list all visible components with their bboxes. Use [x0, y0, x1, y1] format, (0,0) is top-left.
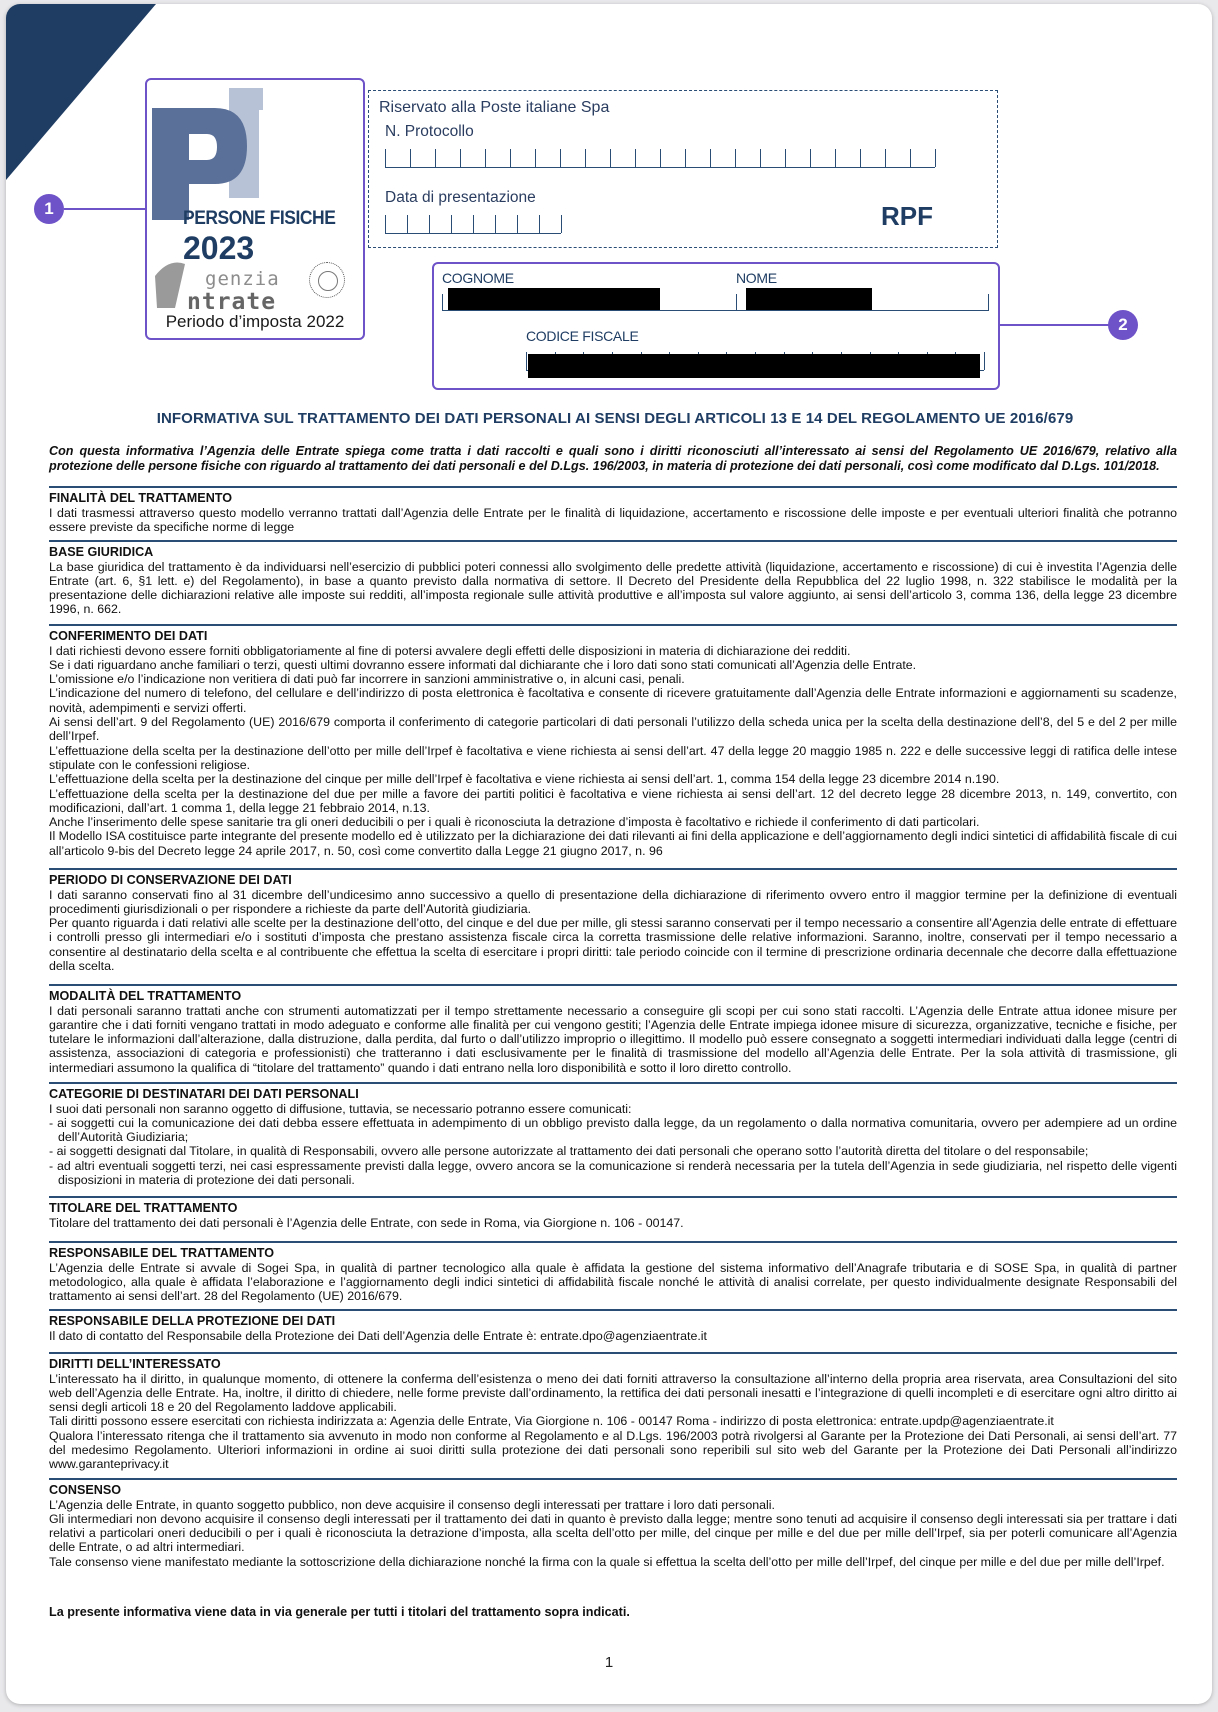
agency-name-top: genzia — [205, 268, 280, 290]
section-heading: RESPONSABILE DEL TRATTAMENTO — [49, 1246, 275, 1260]
section-divider — [49, 624, 1177, 626]
section-heading: TITOLARE DEL TRATTAMENTO — [49, 1201, 238, 1215]
section-paragraph: I suoi dati personali non saranno oggetto di diffusione, tuttavia, se necessario potranno essere comunicati: — [49, 1101, 632, 1116]
section — [49, 1241, 1177, 1303]
model-code: RPF — [881, 201, 933, 231]
form-year: 2023 — [183, 230, 255, 266]
corner-decoration — [6, 4, 156, 180]
field-tick — [735, 149, 736, 167]
field-tick — [410, 149, 411, 167]
reserved-title: Riservato alla Poste italiane Spa — [379, 99, 610, 116]
protocol-label: N. Protocollo — [385, 123, 474, 140]
section-paragraph: - ai soggetti designati dal Titolare, in qualità di Responsabili, ovvero alle persone autorizzate al trattamento dei dati personali che operano sotto l’autorità diretta del titolare o del responsabile; — [49, 1144, 1089, 1159]
republic-seal-icon — [309, 262, 345, 298]
field-tick — [385, 215, 386, 233]
section-paragraph: I dati trasmessi attraverso questo modello verranno trattati dall’Agenzia delle Entrate per le finalità di liquidazione, accertamento e riscossione delle imposte e per eventuali ulteriori finalità che potranno essere previste da specifiche norme di legge — [49, 505, 1177, 534]
name-field-redacted[interactable] — [746, 288, 872, 310]
section-heading: MODALITÀ DEL TRATTAMENTO — [49, 989, 242, 1003]
section-heading: DIRITTI DELL’INTERESSATO — [49, 1357, 221, 1371]
field-tick — [539, 215, 540, 233]
field-tick — [429, 215, 430, 233]
tax-code-label: CODICE FISCALE — [526, 328, 639, 344]
tax-code-field-redacted[interactable] — [528, 354, 980, 378]
section-paragraph: Per quanto riguarda i dati relativi alle scelte per la destinazione dell’otto, del cinque e del due per mille, gli stessi saranno conservati per il tempo necessario a consentire all’Agenzia delle entrate di effettuare i controlli presso gli intermediari e/o i sostituti d’imposta che prestano assistenza fiscale circa la corretta trasmissione delle relative informazioni. Saranno, inoltre, conservati per il tempo necessario a consentire al destinatario della scelta e al contribuente che effettua la scelta di esercitare i propri diritti: tale periodo coincide con il termine di prescrizione ordinaria decennale che decorre dalla effettuazione della scelta. — [49, 916, 1177, 974]
field-tick — [785, 149, 786, 167]
section-paragraph: - ad altri eventuali soggetti terzi, nei casi espressamente previsti dalla legge, ovvero ancora se la comunicazione si renderà necessaria per la tutela dell’Agenzia in sede giudiziaria, nel rispetto delle vigenti disposizioni in materia di protezione dei dati personali. — [49, 1158, 1177, 1188]
section — [49, 1352, 1177, 1472]
section-paragraph: L’effettuazione della scelta per la destinazione dell’otto per mille dell’Irpef è facoltativa e viene richiesta ai sensi dell’art. 47 della legge 20 maggio 1985 n. 222 e delle successive leggi di ratifica delle intese stipulate con le confessioni religiose. — [49, 743, 1177, 772]
section-divider — [49, 868, 1177, 870]
field-tick — [407, 215, 408, 233]
field-tick — [935, 149, 936, 167]
surname-field-redacted[interactable] — [448, 288, 660, 310]
section-paragraph: Qualora l’interessato ritenga che il trattamento sia avvenuto in modo non conforme al Regolamento e al D.Lgs. 196/2003 potrà rivolgersi al Garante per la Protezione dei Dati Personali, ai sensi dell’art. 77 del medesimo Regolamento. Ulteriori informazioni in ordine ai suoi diritti sulla protezione dei dati personali sono reperibili sul sito web del Garante per la Protezione dei Dati Personali all’indirizzo www.garanteprivacy.it — [49, 1428, 1177, 1472]
reserved-box — [368, 90, 998, 248]
section-paragraph: I dati richiesti devono essere forniti obbligatoriamente al fine di potersi avvalere degli effetti delle disposizioni in materia di dichiarazione dei redditi. — [49, 643, 851, 658]
tax-period: Periodo d’imposta 2022 — [165, 312, 345, 331]
section-divider — [49, 1241, 1177, 1243]
field-tick — [535, 149, 536, 167]
field-tick — [495, 215, 496, 233]
section — [49, 1082, 1177, 1187]
field-tick — [517, 215, 518, 233]
callout-line-2 — [1000, 324, 1110, 326]
section-heading: PERIODO DI CONSERVAZIONE DEI DATI — [49, 873, 292, 887]
document-intro: Con questa informativa l’Agenzia delle Entrate spiega come tratta i dati raccolti e quali sono i diritti riconosciuti all’interessato ai sensi del Regolamento UE 2016/679, relativo alla protezione delle persone fisiche con riguardo al trattamento dei dati personali e del D.Lgs. 196/2003, in materia di protezione dei dati personali, così come modificato dal D.Lgs. 101/2018. — [49, 444, 1177, 473]
field-tick — [485, 149, 486, 167]
field-tick — [760, 149, 761, 167]
closing-statement: La presente informativa viene data in via generale per tutti i titolari del trattamento sopra indicati. — [49, 1605, 630, 1619]
section-paragraph: L’indicazione del numero di telefono, del cellulare e dell’indirizzo di posta elettronica è facoltativa e consente di ricevere gratuitamente dall’Agenzia delle Entrate informazioni e aggiornamenti su scadenze, novità, adempimenti e servizi offerti. — [49, 686, 1177, 715]
field-tick — [451, 215, 452, 233]
section — [49, 984, 1177, 1075]
section-divider — [49, 1196, 1177, 1198]
section-divider — [49, 1309, 1177, 1311]
section-paragraph: Gli intermediari non devono acquisire il consenso degli interessati per il trattamento dei dati in quanto è previsto dalla legge; mentre sono tenuti ad acquisire il consenso degli interessati sia per trattare i dati relativi a particolari oneri deducibili o per i quali è riconosciuta la detrazione d’imposta, alla scelta dell’otto per mille, del cinque per mille e del due per mille dell’Irpef, sia per poterli comunicare all’Agenzia delle Entrate, o ad altri intermediari. — [49, 1511, 1177, 1555]
section — [49, 1478, 1177, 1569]
section-paragraph: Anche l’inserimento delle spese sanitarie tra gli oneri deducibili o per i quali è riconosciuta la detrazione d’imposta è facoltativo e richiede il conferimento di dati particolari. — [49, 815, 980, 830]
section-paragraph: - ai soggetti cui la comunicazione dei dati debba essere effettuata in adempimento di un obbligo previsto dalla legge, da un regolamento o dalla normativa comunitaria, ovvero per adempiere ad un ordine dell’Autorità Giudiziaria; — [49, 1115, 1177, 1145]
section-paragraph: Tale consenso viene manifestato mediante la sottoscrizione della dichiarazione nonché la firma con la quale si effettua la scelta dell’otto per mille dell’Irpef, del cinque per mille e del due per mille dell’Irpef. — [49, 1554, 1165, 1569]
section-paragraph: L’effettuazione della scelta per la destinazione del cinque per mille dell’Irpef è facoltativa e viene richiesta ai sensi dell’art. 1, comma 154 della legge 23 dicembre 2014 n.190. — [49, 772, 1000, 787]
section-divider — [49, 984, 1177, 986]
protocol-number-field[interactable] — [385, 147, 935, 168]
section-divider — [49, 540, 1177, 542]
submission-date-field[interactable] — [385, 213, 561, 234]
field-tick — [460, 149, 461, 167]
section-heading: CONSENSO — [49, 1483, 122, 1497]
section — [49, 1196, 1177, 1230]
field-tick — [810, 149, 811, 167]
name-label: NOME — [736, 270, 777, 286]
section-paragraph: Il Modello ISA costituisce parte integrante del presente modello ed è utilizzato per la dichiarazione dei dati rilevanti ai fini della applicazione e dell’aggiornamento degli indici sintetici di affidabilità fiscale di cui all’articolo 9-bis del Decreto legge 24 aprile 2017, n. 50, così come convertito dalla Legge 21 giugno 2017, n. 96 — [49, 829, 1177, 858]
section — [49, 868, 1177, 973]
field-tick — [385, 149, 386, 167]
field-tick — [885, 149, 886, 167]
section — [49, 1309, 1177, 1343]
section-paragraph: Titolare del trattamento dei dati personali è l’Agenzia delle Entrate, con sede in Roma, via Giorgione n. 106 - 00147. — [49, 1215, 684, 1230]
section-divider — [49, 1082, 1177, 1084]
field-tick — [473, 215, 474, 233]
field-tick — [736, 294, 737, 311]
field-tick — [585, 149, 586, 167]
section — [49, 540, 1177, 617]
field-tick — [561, 215, 562, 233]
section-paragraph: I dati personali saranno trattati anche con strumenti automatizzati per il tempo strettamente necessario a conseguire gli scopi per cui sono stati raccolti. L’Agenzia delle Entrate attua idonee misure per garantire che i dati forniti vengano trattati in modo adeguato e conforme alle finalità per cui vengono gestiti; l’Agenzia delle Entrate impiega idonee misure di sicurezza, organizzative, tecniche e fisiche, per tutelare le informazioni dall’alterazione, dalla distruzione, dalla perdita, dal furto o dall’utilizzo improprio o illegittimo. Il modello può essere consegnato a soggetti intermediari individuati dalla legge (centri di assistenza, associazioni di categoria e professionisti) che tratteranno i dati esclusivamente per le finalità di trasmissione del modello all’Agenzia delle Entrate. Per la sola attività di trasmissione, gli intermediari assumono la qualifica di “titolare del trattamento” quando i dati entrano nella loro disponibilità e sotto il loro diretto controllo. — [49, 1003, 1177, 1075]
section-divider — [49, 1478, 1177, 1480]
callout-badge-2: 2 — [1108, 310, 1138, 340]
field-tick — [685, 149, 686, 167]
section-heading: CATEGORIE DI DESTINATARI DEI DATI PERSONALI — [49, 1087, 359, 1101]
section-paragraph: Tali diritti possono essere esercitati con richiesta indirizzata a: Agenzia delle Entrate, Via Giorgione n. 106 - 00147 Roma - indirizzo di posta elettronica: entrate.updp@agenziaentrate.it — [49, 1414, 1054, 1429]
section-paragraph: L’Agenzia delle Entrate, in quanto soggetto pubblico, non deve acquisire il consenso degli interessati per trattare i loro dati personali. — [49, 1497, 775, 1512]
section-heading: FINALITÀ DEL TRATTAMENTO — [49, 491, 233, 505]
section-divider — [49, 1352, 1177, 1354]
section-paragraph: Il dato di contatto del Responsabile della Protezione dei Dati dell’Agenzia delle Entrate è: entrate.dpo@agenziaentrate.it — [49, 1328, 708, 1343]
section-divider — [49, 486, 1177, 488]
section-heading: BASE GIURIDICA — [49, 545, 154, 559]
field-tick — [835, 149, 836, 167]
form-logo — [145, 78, 365, 340]
field-tick — [988, 294, 989, 311]
section — [49, 624, 1177, 858]
section-paragraph: La base giuridica del trattamento è da individuarsi nell’esercizio di pubblici poteri connessi allo svolgimento delle predette attività (liquidazione, accertamento e riscossione) di cui è investita l’Agenzia delle Entrate (art. 6, §1 lett. e) del Regolamento), in base a quanto previsto dalla normativa di settore. Il Decreto del Presidente della Repubblica del 22 luglio 1998, n. 322 stabilisce le modalità per la presentazione delle dichiarazioni relative alle imposte sui redditi, all’imposta regionale sulle attività produttive e all’imposta sul valore aggiunto, ai sensi dell’articolo 3, comma 136, della legge 23 dicembre 1996, n. 662. — [49, 559, 1177, 617]
field-tick — [442, 294, 443, 311]
document-page — [6, 4, 1212, 1704]
section-paragraph: L’interessato ha il diritto, in qualunque momento, di ottenere la conferma dell’esistenza o meno dei dati forniti attraverso la consultazione all’interno della propria area riservata, area Consultazioni del sito web dell’Agenzia delle Entrate. Ha, inoltre, il diritto di chiedere, nelle forme previste dall’ordinamento, la rettifica dei dati personali inesatti e l’integrazione di quelli incompleti e di esercitare ogni altro diritto ai sensi degli articoli 18 e 20 del Regolamento laddove applicabili. — [49, 1371, 1177, 1415]
date-label: Data di presentazione — [385, 189, 536, 206]
field-tick — [560, 149, 561, 167]
section-paragraph: L’Agenzia delle Entrate si avvale di Sogei Spa, in qualità di partner tecnologico alla quale è affidata la gestione del sistema informativo dell’Anagrafe tributaria e di SOSE Spa, in qualità di partner metodologico, alla quale è affidata l’elaborazione e l’aggiornamento degli indici sintetici di affidabilità fiscale nonché le attività di analisi correlate, per questo individualmente designate Responsabili del trattamento ai sensi dell’art. 28 del Regolamento (UE) 2016/679. — [49, 1260, 1177, 1304]
document-title: INFORMATIVA SUL TRATTAMENTO DEI DATI PERSONALI AI SENSI DEGLI ARTICOLI 13 E 14 DEL REGOLAMENTO UE 2016/679 — [156, 410, 1074, 427]
field-tick — [660, 149, 661, 167]
field-tick — [526, 352, 527, 370]
section-heading: RESPONSABILE DELLA PROTEZIONE DEI DATI — [49, 1314, 336, 1328]
field-tick — [710, 149, 711, 167]
identity-box — [432, 262, 1000, 390]
section-paragraph: Ai sensi dell’art. 9 del Regolamento (UE) 2016/679 comporta il conferimento di categorie particolari di dati personali l’utilizzo della scheda unica per la scelta della destinazione dell’8, del 5 e del 2 per mille dell’Irpef. — [49, 715, 1177, 744]
surname-name-baseline — [442, 310, 988, 311]
callout-badge-1: 1 — [34, 194, 64, 224]
callout-line-1 — [64, 208, 145, 210]
field-tick — [910, 149, 911, 167]
field-tick — [510, 149, 511, 167]
page-number: 1 — [604, 1654, 614, 1671]
field-tick — [610, 149, 611, 167]
field-tick — [984, 352, 985, 370]
section — [49, 486, 1177, 534]
section-paragraph: I dati saranno conservati fino al 31 dicembre dell’undicesimo anno successivo a quello di presentazione della dichiarazione di riferimento ovvero entro il maggior termine per la definizione di eventuali procedimenti giurisdizionali o per rispondere a richieste da parte dell’Autorità giudiziaria. — [49, 887, 1177, 916]
section-paragraph: Se i dati riguardano anche familiari o terzi, questi ultimi dovranno essere informati dal dichiarante che i loro dati sono stati comunicati all’Agenzia delle Entrate. — [49, 657, 917, 672]
field-tick — [635, 149, 636, 167]
field-tick — [435, 149, 436, 167]
agency-name-bottom: ntrate — [187, 289, 277, 315]
field-tick — [860, 149, 861, 167]
brand-line: PERSONE FISICHE — [183, 208, 336, 229]
section-heading: CONFERIMENTO DEI DATI — [49, 629, 208, 643]
surname-label: COGNOME — [442, 270, 514, 286]
section-paragraph: L’effettuazione della scelta per la destinazione del due per mille a favore dei partiti politici è facoltativa e viene richiesta ai sensi dell’art. 12 del decreto legge 28 dicembre 2013, n. 149, convertito, con modificazioni, dall’art. 1 comma 1, della legge 21 febbraio 2014, n.13. — [49, 786, 1177, 815]
section-paragraph: L’omissione e/o l’indicazione non veritiera di dati può far incorrere in sanzioni amministrative o, in alcuni casi, penali. — [49, 672, 685, 687]
